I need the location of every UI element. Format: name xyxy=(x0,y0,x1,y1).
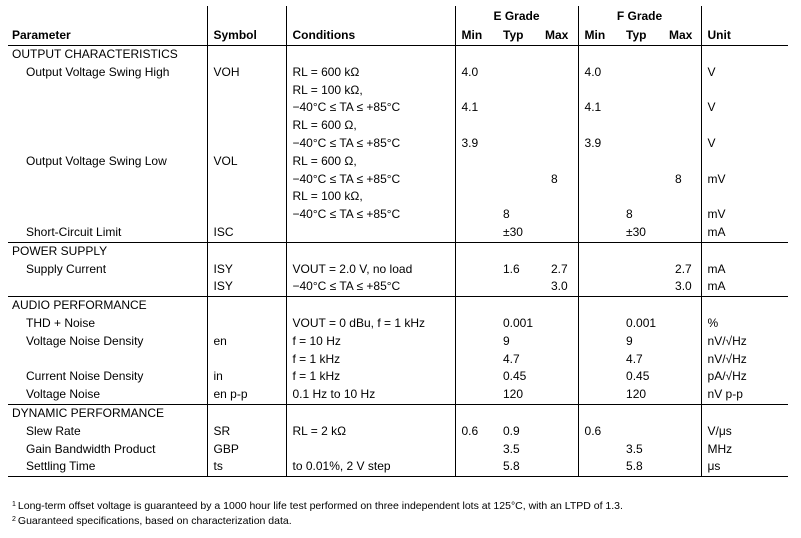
f-typ-cell: ±30 xyxy=(626,224,646,239)
e-max-cell xyxy=(537,458,578,476)
e-typ-cell xyxy=(497,117,537,135)
unit-header: Unit xyxy=(701,26,788,46)
e-min-cell: 4.1 xyxy=(455,99,497,117)
e-typ-header: Typ xyxy=(497,26,537,46)
symbol-cell: VOL xyxy=(207,153,286,171)
e-min-cell xyxy=(455,224,497,242)
conditions-cell xyxy=(286,441,455,459)
e-min-cell xyxy=(455,261,497,279)
table-row xyxy=(8,351,788,369)
parameter-cell: Short-Circuit Limit xyxy=(26,224,122,239)
e-min-header: Min xyxy=(455,26,497,46)
f-min-cell xyxy=(578,188,620,206)
unit-cell xyxy=(701,82,788,100)
e-max-cell xyxy=(537,441,578,459)
f-max-cell xyxy=(661,333,701,351)
parameter-cell xyxy=(8,117,207,135)
e-max-cell xyxy=(537,82,578,100)
e-max-cell xyxy=(537,386,578,404)
unit-cell: pA/√Hz xyxy=(701,368,788,386)
symbol-cell: ts xyxy=(207,458,286,476)
f-min-cell xyxy=(578,82,620,100)
f-min-cell xyxy=(578,315,620,333)
table-row xyxy=(8,315,788,333)
conditions-cell: −40°C ≤ TA ≤ +85°C xyxy=(286,278,455,296)
f-typ-cell xyxy=(620,261,661,279)
symbol-cell xyxy=(207,351,286,369)
f-typ-cell xyxy=(620,188,661,206)
table-row xyxy=(8,423,788,441)
f-min-cell xyxy=(578,206,620,224)
parameter-cell xyxy=(8,135,207,153)
e-min-cell xyxy=(455,171,497,189)
e-typ-cell: 120 xyxy=(503,387,524,402)
e-max-cell xyxy=(537,135,578,153)
table-row xyxy=(8,278,788,296)
symbol-cell xyxy=(207,99,286,117)
symbol-cell: en p-p xyxy=(207,386,286,404)
conditions-cell: RL = 600 kΩ xyxy=(286,64,455,82)
table-row xyxy=(8,386,788,404)
f-grade-header: F Grade xyxy=(578,6,701,26)
conditions-cell: VOUT = 0 dBu, f = 1 kHz xyxy=(286,315,455,333)
unit-cell xyxy=(701,188,788,206)
f-typ-cell: 0.45 xyxy=(626,369,650,384)
f-typ-header: Typ xyxy=(620,26,661,46)
f-typ-cell: 8 xyxy=(626,207,633,222)
parameter-cell xyxy=(8,206,207,224)
conditions-cell: VOUT = 2.0 V, no load xyxy=(286,261,455,279)
f-max-cell: 2.7 xyxy=(675,261,692,276)
e-min-cell xyxy=(455,82,497,100)
f-max-cell xyxy=(661,441,701,459)
table-row xyxy=(8,261,788,279)
e-typ-cell xyxy=(497,171,537,189)
f-min-cell: 4.0 xyxy=(578,64,620,82)
parameter-cell xyxy=(8,82,207,100)
parameter-cell: Slew Rate xyxy=(26,423,81,438)
f-min-cell xyxy=(578,351,620,369)
table-row xyxy=(8,188,788,206)
parameter-cell: Current Noise Density xyxy=(26,369,144,384)
f-min-cell xyxy=(578,261,620,279)
f-typ-cell: 120 xyxy=(626,387,647,402)
f-max-cell xyxy=(661,153,701,171)
f-max-cell xyxy=(661,135,701,153)
parameter-header: Parameter xyxy=(8,26,207,46)
e-max-cell xyxy=(537,333,578,351)
f-typ-cell xyxy=(620,171,661,189)
specifications-table xyxy=(8,6,788,477)
e-typ-cell: 0.9 xyxy=(503,423,520,438)
e-typ-cell: 8 xyxy=(503,207,510,222)
table-row xyxy=(8,206,788,224)
conditions-cell: −40°C ≤ TA ≤ +85°C xyxy=(286,171,455,189)
e-max-cell xyxy=(537,315,578,333)
unit-cell: V xyxy=(701,64,788,82)
f-min-cell xyxy=(578,224,620,242)
e-typ-cell xyxy=(497,278,537,296)
symbol-cell xyxy=(207,117,286,135)
e-min-cell xyxy=(455,153,497,171)
e-max-cell: 8 xyxy=(551,171,558,186)
f-typ-cell xyxy=(620,423,661,441)
section-header-row xyxy=(8,242,788,260)
parameter-cell xyxy=(8,171,207,189)
symbol-cell: en xyxy=(207,333,286,351)
symbol-cell xyxy=(207,82,286,100)
e-min-cell xyxy=(455,441,497,459)
unit-cell: nV p-p xyxy=(701,386,788,404)
f-min-cell xyxy=(578,153,620,171)
conditions-cell xyxy=(286,224,455,242)
unit-cell: V/μs xyxy=(701,423,788,441)
parameter-cell: THD + Noise xyxy=(26,315,96,330)
e-typ-cell: 5.8 xyxy=(497,458,537,476)
f-max-cell xyxy=(661,386,701,404)
f-typ-cell xyxy=(620,278,661,296)
f-typ-cell xyxy=(620,117,661,135)
section-title: AUDIO PERFORMANCE xyxy=(8,297,207,315)
unit-cell: nV/√Hz xyxy=(701,333,788,351)
e-max-cell xyxy=(537,188,578,206)
e-max-cell xyxy=(537,153,578,171)
table-row xyxy=(8,458,788,476)
unit-cell: mA xyxy=(701,278,788,296)
f-max-cell xyxy=(661,423,701,441)
symbol-cell: ISY xyxy=(207,261,286,279)
conditions-cell: f = 10 Hz xyxy=(286,333,455,351)
parameter-cell xyxy=(8,188,207,206)
e-min-cell xyxy=(455,368,497,386)
e-typ-cell: 1.6 xyxy=(503,261,520,276)
footnotes xyxy=(12,498,623,528)
f-max-cell xyxy=(661,315,701,333)
e-typ-cell: 9 xyxy=(503,333,510,348)
f-min-cell xyxy=(578,278,620,296)
e-max-cell xyxy=(537,368,578,386)
symbol-cell: ISY xyxy=(207,278,286,296)
unit-cell: MHz xyxy=(701,441,788,459)
table-row xyxy=(8,64,788,82)
column-header-row xyxy=(8,26,788,46)
parameter-cell xyxy=(8,351,207,369)
f-typ-cell xyxy=(620,82,661,100)
e-typ-cell xyxy=(497,82,537,100)
e-min-cell: 0.6 xyxy=(455,423,497,441)
table-row xyxy=(8,153,788,171)
table-row xyxy=(8,441,788,459)
e-min-cell: 4.0 xyxy=(455,64,497,82)
conditions-cell: −40°C ≤ TA ≤ +85°C xyxy=(286,99,455,117)
e-min-cell xyxy=(455,117,497,135)
e-min-cell xyxy=(455,333,497,351)
e-min-cell xyxy=(455,206,497,224)
e-max-cell xyxy=(537,64,578,82)
symbol-cell: VOH xyxy=(207,64,286,82)
e-max-cell xyxy=(537,117,578,135)
e-min-cell xyxy=(455,315,497,333)
e-max-header: Max xyxy=(537,26,578,46)
unit-cell xyxy=(701,153,788,171)
e-min-cell xyxy=(455,351,497,369)
section-title: POWER SUPPLY xyxy=(8,242,207,260)
f-max-header: Max xyxy=(661,26,701,46)
e-max-cell xyxy=(537,351,578,369)
symbol-cell: GBP xyxy=(207,441,286,459)
e-typ-cell: ±30 xyxy=(503,224,523,239)
e-typ-cell: 4.7 xyxy=(503,351,520,366)
symbol-cell xyxy=(207,188,286,206)
e-max-cell xyxy=(537,224,578,242)
f-typ-cell xyxy=(620,99,661,117)
section-header-row xyxy=(8,297,788,315)
grade-header-row xyxy=(8,6,788,26)
parameter-cell: Output Voltage Swing Low xyxy=(26,153,167,168)
conditions-cell: RL = 600 Ω, xyxy=(286,117,455,135)
conditions-cell: −40°C ≤ TA ≤ +85°C xyxy=(286,135,455,153)
symbol-cell xyxy=(207,206,286,224)
parameter-cell: Voltage Noise Density xyxy=(26,333,144,348)
e-typ-cell xyxy=(497,99,537,117)
conditions-cell: −40°C ≤ TA ≤ +85°C xyxy=(286,206,455,224)
f-min-cell: 3.9 xyxy=(578,135,620,153)
parameter-cell: Voltage Noise xyxy=(26,387,101,402)
symbol-cell: SR xyxy=(207,423,286,441)
unit-cell: mA xyxy=(701,261,788,279)
f-typ-cell xyxy=(620,153,661,171)
conditions-cell: f = 1 kHz xyxy=(286,368,455,386)
unit-cell: % xyxy=(701,315,788,333)
conditions-cell: RL = 2 kΩ xyxy=(286,423,455,441)
f-typ-cell xyxy=(620,135,661,153)
unit-cell: mV xyxy=(701,171,788,189)
e-min-cell xyxy=(455,458,497,476)
conditions-header: Conditions xyxy=(286,26,455,46)
unit-cell xyxy=(701,117,788,135)
f-max-cell xyxy=(661,188,701,206)
table-row xyxy=(8,171,788,189)
footnote-2: $^2$ Guaranteed specifications, based on characterization data. xyxy=(12,515,292,527)
f-max-cell xyxy=(661,368,701,386)
f-max-cell xyxy=(661,351,701,369)
conditions-cell: f = 1 kHz xyxy=(286,351,455,369)
symbol-cell: ISC xyxy=(207,224,286,242)
conditions-cell: RL = 600 Ω, xyxy=(286,153,455,171)
parameter-cell xyxy=(8,99,207,117)
f-min-cell xyxy=(578,333,620,351)
parameter-cell xyxy=(8,278,207,296)
f-typ-cell: 3.5 xyxy=(626,441,643,456)
f-min-cell xyxy=(578,117,620,135)
f-max-cell xyxy=(661,224,701,242)
conditions-cell: RL = 100 kΩ, xyxy=(286,188,455,206)
e-max-cell xyxy=(537,206,578,224)
unit-cell: nV/√Hz xyxy=(701,351,788,369)
e-max-cell xyxy=(537,99,578,117)
f-max-cell: 8 xyxy=(675,171,682,186)
e-max-cell: 3.0 xyxy=(551,279,568,294)
f-typ-cell: 0.001 xyxy=(626,315,657,330)
footnote-1: $^1$ Long-term offset voltage is guaranteed by a 1000 hour life test performed on three independent lots at 125°C, with an LTPD of 1.3. xyxy=(12,500,623,512)
symbol-cell xyxy=(207,315,286,333)
unit-cell: μs xyxy=(701,458,788,476)
e-max-cell: 2.7 xyxy=(551,261,568,276)
parameter-cell: Settling Time xyxy=(8,458,207,476)
f-typ-cell: 4.7 xyxy=(626,351,643,366)
f-min-cell xyxy=(578,441,620,459)
e-min-cell xyxy=(455,188,497,206)
table-row xyxy=(8,333,788,351)
table-row xyxy=(8,99,788,117)
symbol-cell xyxy=(207,171,286,189)
symbol-cell xyxy=(207,135,286,153)
section-header-row xyxy=(8,404,788,422)
f-typ-cell: 9 xyxy=(626,333,633,348)
section-title: OUTPUT CHARACTERISTICS xyxy=(12,47,178,61)
symbol-cell: in xyxy=(207,368,286,386)
unit-cell: V xyxy=(701,99,788,117)
f-max-cell xyxy=(661,99,701,117)
e-typ-cell: 0.45 xyxy=(503,369,527,384)
e-max-cell xyxy=(537,423,578,441)
e-min-cell xyxy=(455,386,497,404)
e-min-cell: 3.9 xyxy=(455,135,497,153)
section-header-row xyxy=(8,46,788,64)
parameter-cell: Supply Current xyxy=(26,261,107,276)
e-typ-cell xyxy=(497,153,537,171)
e-typ-cell: 0.001 xyxy=(503,315,534,330)
f-typ-cell xyxy=(620,64,661,82)
conditions-cell: to 0.01%, 2 V step xyxy=(286,458,455,476)
symbol-header: Symbol xyxy=(207,26,286,46)
table-row xyxy=(8,368,788,386)
f-min-cell xyxy=(578,386,620,404)
parameter-cell: Gain Bandwidth Product xyxy=(26,441,156,456)
f-max-cell xyxy=(661,458,701,476)
table-row xyxy=(8,82,788,100)
f-min-cell xyxy=(578,458,620,476)
e-typ-cell xyxy=(497,135,537,153)
e-min-cell xyxy=(455,278,497,296)
parameter-cell: Output Voltage Swing High xyxy=(26,64,170,79)
f-min-cell: 4.1 xyxy=(578,99,620,117)
f-min-cell xyxy=(578,171,620,189)
e-typ-cell xyxy=(497,64,537,82)
f-max-cell xyxy=(661,82,701,100)
conditions-cell: 0.1 Hz to 10 Hz xyxy=(286,386,455,404)
table-row xyxy=(8,224,788,242)
f-min-cell: 0.6 xyxy=(578,423,620,441)
e-typ-cell xyxy=(497,188,537,206)
unit-cell: V xyxy=(701,135,788,153)
f-max-cell xyxy=(661,206,701,224)
f-typ-cell: 5.8 xyxy=(620,458,661,476)
unit-cell: mV xyxy=(701,206,788,224)
f-min-cell xyxy=(578,368,620,386)
specifications-body xyxy=(8,46,788,477)
conditions-cell: RL = 100 kΩ, xyxy=(286,82,455,100)
table-row xyxy=(8,117,788,135)
e-typ-cell: 3.5 xyxy=(503,441,520,456)
f-max-cell xyxy=(661,64,701,82)
table-row xyxy=(8,135,788,153)
f-max-cell: 3.0 xyxy=(675,279,692,294)
f-max-cell xyxy=(661,117,701,135)
f-min-header: Min xyxy=(578,26,620,46)
unit-cell: mA xyxy=(701,224,788,242)
section-title: DYNAMIC PERFORMANCE xyxy=(8,404,207,422)
e-grade-header: E Grade xyxy=(455,6,578,26)
